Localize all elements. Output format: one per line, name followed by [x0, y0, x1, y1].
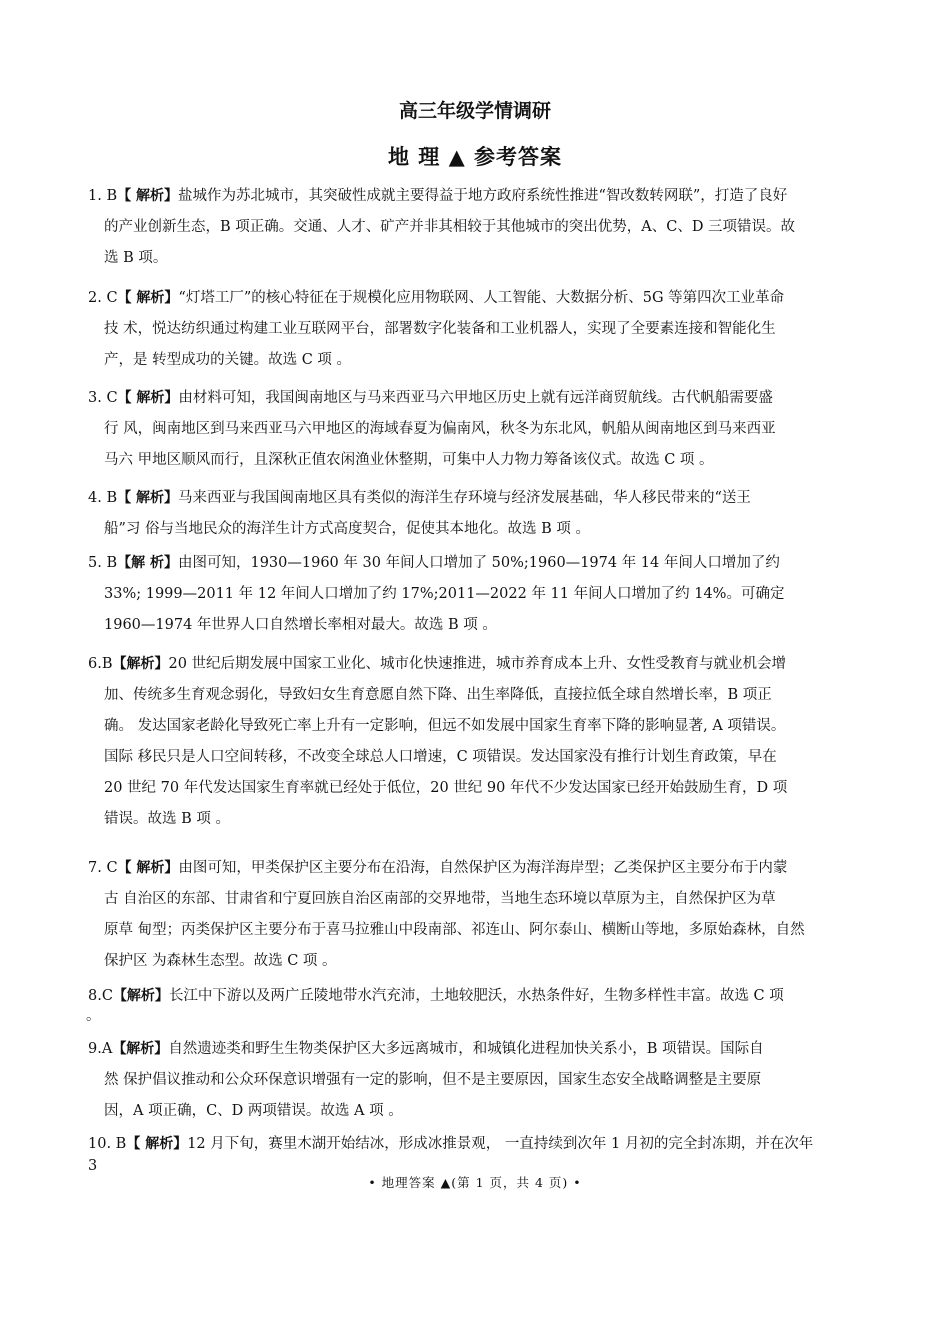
answer-line: 马来西亚与我国闽南地区具有类似的海洋生存环境与经济发展基础，华人移民带来的“送王	[177, 490, 751, 506]
answer-item-6	[88, 649, 862, 835]
analysis-tag: 【 解析】	[117, 290, 179, 306]
answer-line: 的产业创新生态，B 项正确。交通、人才、矿产并非其相较于其他城市的突出优势，A、C、D 三项错误。故	[104, 219, 796, 235]
analysis-tag: 【 解析】	[117, 860, 179, 876]
answer-item-3	[88, 383, 862, 476]
analysis-tag: 【解 析】	[117, 555, 178, 571]
answer-item-2	[88, 283, 862, 376]
answer-line: 行 风，闽南地区到马来西亚马六甲地区的海域春夏为偏南风，秋冬为东北风，帆船从闽南地区到马来西亚	[104, 421, 776, 437]
answer-line: 由材料可知，我国闽南地区与马来西亚马六甲地区历史上就有远洋商贸航线。古代帆船需要盛	[178, 390, 773, 406]
answer-number: 6.B	[88, 656, 113, 672]
answer-item-4	[88, 483, 862, 545]
answer-number: 1. B	[88, 188, 118, 204]
answer-line: 原草 甸型；丙类保护区主要分布于喜马拉雅山中段南部、祁连山、阿尔泰山、横断山等地，多原始森林，自然	[104, 922, 805, 938]
analysis-tag: 【解析】	[112, 1041, 169, 1057]
analysis-tag: 【 解析】	[126, 1136, 188, 1152]
answer-number: 2. C	[88, 290, 118, 306]
page-subtitle: 地 理 ▲ 参考答案	[387, 145, 563, 169]
answer-line: 长江中下游以及两广丘陵地带水汽充沛，土地较肥沃，水热条件好，生物多样性丰富。故选 C 项	[168, 988, 784, 1004]
answer-line: 盐城作为苏北城市，其突破性成就主要得益于地方政府系统性推进“智改数转网联”，打造了良好	[177, 188, 788, 204]
answer-line: 33%; 1999—2011 年 12 年间人口增加了约 17%;2011—2022 年 11 年间人口增加了约 14%。可确定	[104, 586, 785, 602]
answer-line: 选 B 项。	[104, 250, 168, 266]
answer-number: 3. C	[88, 390, 118, 406]
analysis-tag: 【 解析】	[117, 490, 178, 506]
answer-line: 古 自治区的东部、甘肃省和宁夏回族自治区南部的交界地带，当地生态环境以草原为主，自然保护区为草	[104, 891, 776, 907]
answer-item-5	[88, 548, 862, 641]
analysis-tag: 【解析】	[112, 988, 169, 1004]
analysis-tag: 【解析】	[112, 656, 169, 672]
analysis-tag: 【 解析】	[117, 390, 179, 406]
answer-item-10	[88, 1133, 862, 1177]
answer-item-7	[88, 853, 862, 977]
answer-line: “灯塔工厂”的核心特征在于规模化应用物联网、人工智能、大数据分析、5G 等第四次工业革命	[178, 290, 785, 306]
answer-line: 技 术，悦达纺织通过构建工业互联网平台，部署数字化装备和工业机器人，实现了全要素连接和智能化生	[104, 321, 776, 337]
answer-number: 9.A	[88, 1041, 113, 1057]
answer-number: 5. B	[88, 555, 118, 571]
page-title: 高三年级学情调研	[398, 100, 551, 122]
answer-line: 确。 发达国家老龄化导致死亡率上升有一定影响，但远不如发展中国家生育率下降的影响显著, A 项错误。	[104, 718, 786, 734]
answer-number: 4. B	[88, 490, 118, 506]
answer-line: 12 月下旬，赛里木湖开始结冰，形成冰推景观， 一直持续到次年 1 月初的完全封冻期，并在次年	[187, 1136, 814, 1152]
answer-number: 10. B	[88, 1136, 127, 1152]
answer-line: 国际 移民只是人口空间转移，不改变全球总人口增速，C 项错误。发达国家没有推行计划生育政策，早在	[104, 749, 777, 765]
answer-line: 加、传统多生育观念弱化，导致妇女生育意愿自然下降、出生率降低，直接拉低全球自然增长率，B 项正	[104, 687, 772, 703]
page-footer: • 地理答案 ▲(第 1 页，共 4 页) •	[368, 1175, 582, 1190]
answer-line: 20 世纪后期发展中国家工业化、城市化快速推进，城市养育成本上升、女性受教育与就业机会增	[168, 656, 787, 672]
answer-line: 由图可知，甲类保护区主要分布在沿海，自然保护区为海洋海岸型；乙类保护区主要分布于内蒙	[178, 860, 788, 876]
answer-line: 然 保护倡议推动和公众环保意识增强有一定的影响，但不是主要原因，国家生态安全战略调整是主要原	[104, 1072, 762, 1088]
answer-item-1	[88, 181, 862, 274]
answer-line: 。	[86, 1008, 101, 1024]
answer-line: 错误。故选 B 项 。	[104, 811, 230, 827]
answer-line: 因，A 项正确，C、D 两项错误。故选 A 项 。	[104, 1103, 403, 1119]
answer-number: 7. C	[88, 860, 118, 876]
answer-item-9	[88, 1034, 862, 1127]
answer-line: 由图可知，1930—1960 年 30 年间人口增加了 50%;1960—1974 年 14 年间人口增加了约	[177, 555, 780, 571]
answer-line: 自然遗迹类和野生生物类保护区大多远离城市，和城镇化进程加快关系小，B 项错误。国际自	[168, 1041, 764, 1057]
answer-line: 船”习 俗与当地民众的海洋生计方式高度契合，促使其本地化。故选 B 项 。	[104, 521, 591, 537]
answer-line: 3	[88, 1158, 98, 1174]
analysis-tag: 【 解析】	[117, 188, 178, 204]
answer-line: 1960—1974 年世界人口自然增长率相对最大。故选 B 项 。	[104, 617, 497, 633]
answer-line: 20 世纪 70 年代发达国家生育率就已经处于低位，20 世纪 90 年代不少发达国家已经开始鼓励生育，D 项	[104, 780, 788, 796]
answer-line: 马六 甲地区顺风而行，且深秋正值农闲渔业休整期，可集中人力物力筹备该仪式。故选 C 项 。	[104, 452, 714, 468]
answer-item-8	[88, 983, 862, 1023]
answer-line: 产，是 转型成功的关键。故选 C 项 。	[104, 352, 352, 368]
answer-number: 8.C	[88, 988, 113, 1004]
answer-line: 保护区 为森林生态型。故选 C 项 。	[104, 953, 337, 969]
